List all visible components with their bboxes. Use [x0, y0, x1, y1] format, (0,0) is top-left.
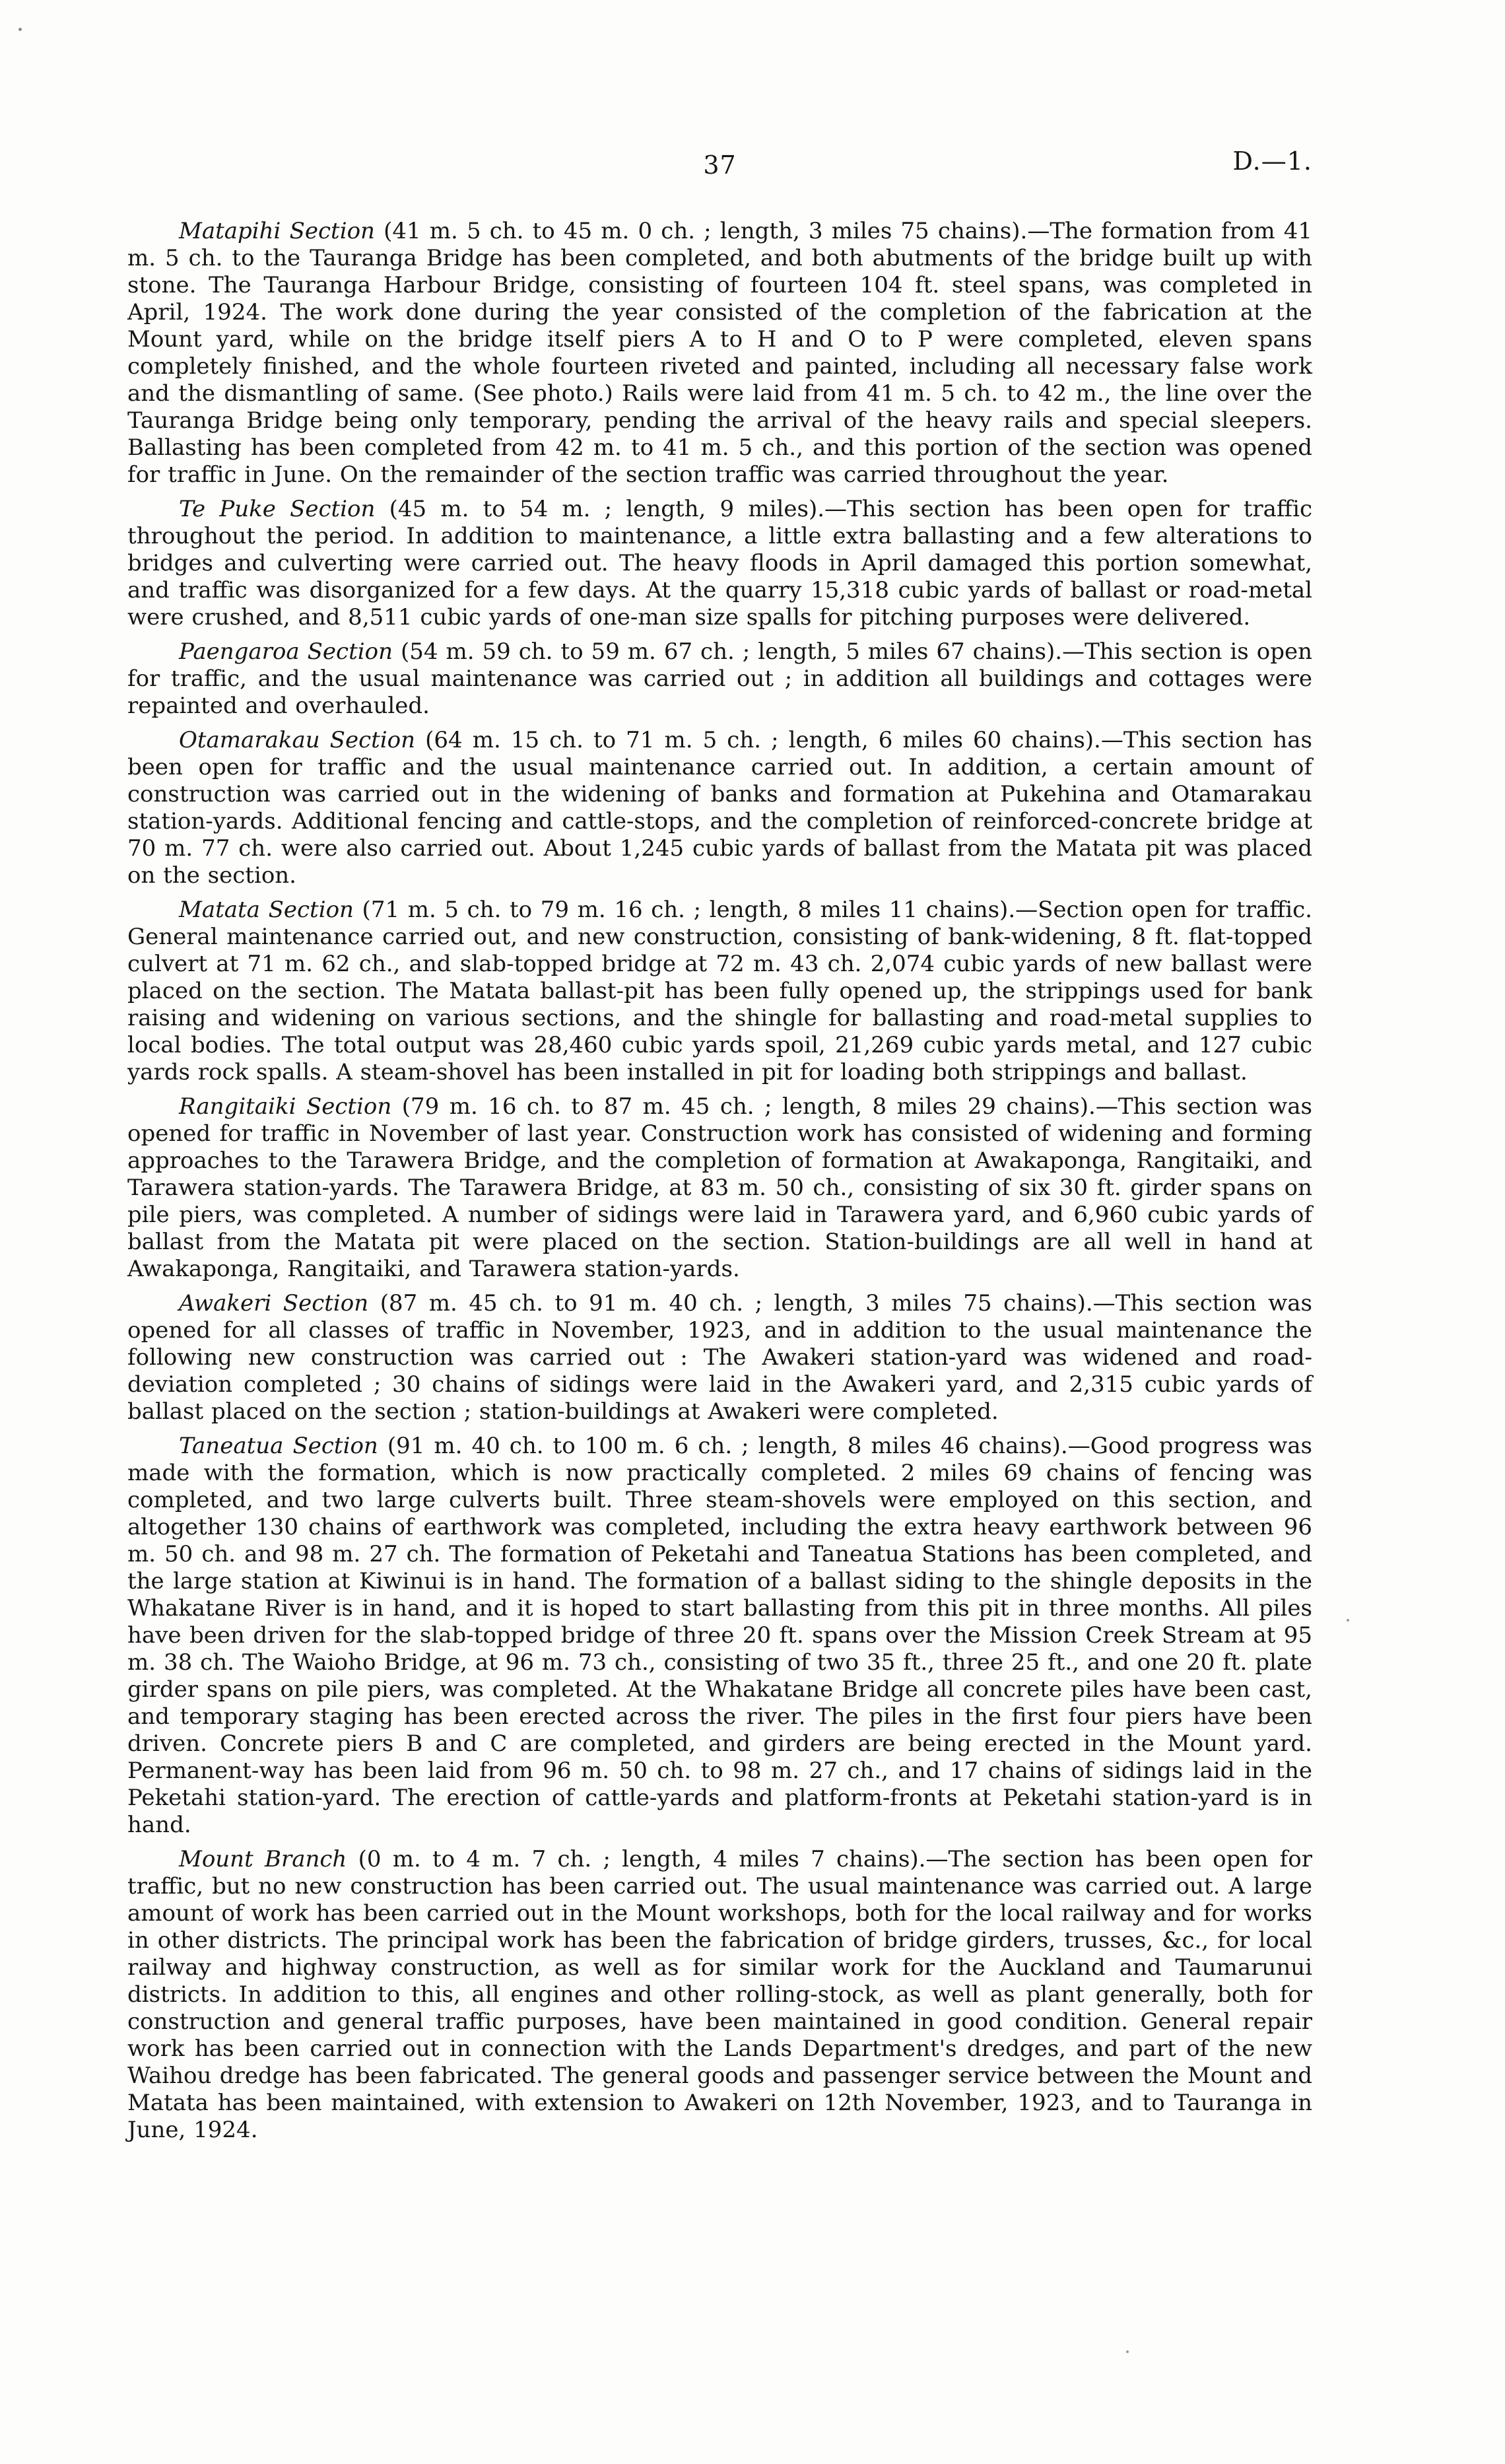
section-text-mount-branch: (0 m. to 4 m. 7 ch. ; length, 4 miles 7 chains).—The section has been open for traffic, but no new construction has been carried out. The usual maintenance was carried out. A large amount of work has been carried out in the Mount workshops, both for the local railway and for works in other districts. The principal work has been the fabrication of bridge girders, trusses, &c., for local railway and highway construction, as well as for similar work for the Auckland and Taumarunui districts. In addition to this, all engines and other rolling-stock, as well as plant generally, both for construction and general traffic purposes, have been maintained in good condition. General repair work has been carried out in connection with the Lands Department's dredges, and part of the new Waihou dredge has been fabricated. The general goods and passenger service between the Mount and Matata has been maintained, with extension to Awakeri on 12th November, 1923, and to Tauranga in June, 1924. [127, 1846, 1312, 2143]
paragraph-taneatua-section [127, 1433, 1312, 1839]
paragraph-rangitaiki-section [127, 1093, 1312, 1283]
section-text-matata: (71 m. 5 ch. to 79 m. 16 ch. ; length, 8 miles 11 chains).—Section open for traffic. General maintenance carried out, and new construction, consisting of bank-widening, 8 ft. flat-topped culvert at 71 m. 62 ch., and slab-topped bridge at 72 m. 43 ch. 2,074 cubic yards of new ballast were placed on the section. The Matata ballast-pit has been fully opened up, the strippings used for bank raising and widening on various sections, and the shingle for ballasting and road-metal supplies to local bodies. The total output was 28,460 cubic yards spoil, 21,269 cubic yards metal, and 127 cubic yards rock spalls. A steam-shovel has been installed in pit for loading both strippings and ballast. [127, 897, 1312, 1085]
paragraph-mount-branch [127, 1846, 1312, 2144]
section-text-rangitaiki: (79 m. 16 ch. to 87 m. 45 ch. ; length, 8 miles 29 chains).—This section was opened for traffic in November of last year. Construction work has consisted of widening and forming approaches to the Tarawera Bridge, and the completion of formation at Awakaponga, Rangitaiki, and Tarawera station-yards. The Tarawera Bridge, at 83 m. 50 ch., consisting of six 30 ft. girder spans on pile piers, was completed. A number of sidings were laid in Tarawera yard, and 6,960 cubic yards of ballast from the Matata pit were placed on the section. Station-buildings are all well in hand at Awakaponga, Rangitaiki, and Tarawera station-yards. [127, 1093, 1312, 1282]
section-title-rangitaiki: Rangitaiki Section [179, 1093, 392, 1120]
section-text-te-puke: (45 m. to 54 m. ; length, 9 miles).—This section has been open for traffic throughout the period. In addition to maintenance, a little extra ballasting and a few alterations to bridges and culverting were carried out. The heavy floods in April damaged this portion somewhat, and traffic was disorganized for a few days. At the quarry 15,318 cubic yards of ballast or road-metal were crushed, and 8,511 cubic yards of one-man size spalls for pitching purposes were delivered. [127, 496, 1312, 631]
section-title-matata: Matata Section [179, 897, 354, 923]
section-text-otamarakau: (64 m. 15 ch. to 71 m. 5 ch. ; length, 6 miles 60 chains).—This section has been open for traffic and the usual maintenance carried out. In addition, a certain amount of construction was carried out in the widening of banks and formation at Pukehina and Otamarakau station-yards. Additional fencing and cattle-stops, and the completion of reinforced-concrete bridge at 70 m. 77 ch. were also carried out. About 1,245 cubic yards of ballast from the Matata pit was placed on the section. [127, 727, 1313, 889]
paragraph-otamarakau-section [127, 727, 1312, 889]
paragraph-paengaroa-section [127, 638, 1312, 720]
section-title-matapihi: Matapihi Section [179, 218, 375, 244]
page-number: 37 [703, 151, 737, 180]
paragraph-awakeri-section [127, 1290, 1312, 1425]
section-title-paengaroa: Paengaroa Section [179, 638, 393, 665]
section-text-taneatua: (91 m. 40 ch. to 100 m. 6 ch. ; length, 8 miles 46 chains).—Good progress was made with the formation, which is now practically completed. 2 miles 69 chains of fencing was completed, and two large culverts built. Three steam-shovels were employed on this section, and altogether 130 chains of earthwork was completed, including the extra heavy earthwork between 96 m. 50 ch. and 98 m. 27 ch. The formation of Peketahi and Taneatua Stations has been completed, and the large station at Kiwinui is in hand. The formation of a ballast siding to the shingle deposits in the Whakatane River is in hand, and it is hoped to start ballasting from this pit in three months. All piles have been driven for the slab-topped bridge of three 20 ft. spans over the Mission Creek Stream at 95 m. 38 ch. The Waioho Bridge, at 96 m. 73 ch., consisting of two 35 ft., three 25 ft., and one 20 ft. plate girder spans on pile piers, was completed. At the Whakatane Bridge all concrete piles have been cast, and temporary staging has been erected across the river. The piles in the first four piers have been driven. Concrete piers B and C are completed, and girders are being erected in the Mount yard. Permanent-way has been laid from 96 m. 50 ch. to 98 m. 27 ch., and 17 chains of sidings laid in the Peketahi station-yard. The erection of cattle-yards and platform-fronts at Peketahi station-yard is in hand. [127, 1433, 1312, 1838]
paragraph-matapihi-section [127, 218, 1312, 489]
section-title-te-puke: Te Puke Section [179, 496, 376, 522]
section-title-mount-branch: Mount Branch [179, 1846, 347, 1872]
section-text-matapihi: (41 m. 5 ch. to 45 m. 0 ch. ; length, 3 miles 75 chains).—The formation from 41 m. 5 ch. to the Tauranga Bridge has been completed, and both abutments of the bridge built up with stone. The Tauranga Harbour Bridge, consisting of fourteen 104 ft. steel spans, was completed in April, 1924. The work done during the year consisted of the completion of the fabrication at the Mount yard, while on the bridge itself piers A to H and O to P were completed, eleven spans completely finished, and the whole fourteen riveted and painted, including all necessary false work and the dismantling of same. (See photo.) Rails were laid from 41 m. 5 ch. to 42 m., the line over the Tauranga Bridge being only temporary, pending the arrival of the heavy rails and special sleepers. Ballasting has been completed from 42 m. to 41 m. 5 ch., and this portion of the section was opened for traffic in June. On the remainder of the section traffic was carried throughout the year. [127, 218, 1312, 488]
section-title-awakeri: Awakeri Section [179, 1290, 369, 1317]
section-text-awakeri: (87 m. 45 ch. to 91 m. 40 ch. ; length, 3 miles 75 chains).—This section was opened for all classes of traffic in November, 1923, and in addition to the usual maintenance the following new construction was carried out : The Awakeri station-yard was widened and road-deviation completed ; 30 chains of sidings were laid in the Awakeri yard, and 2,315 cubic yards of ballast placed on the section ; station-buildings at Awakeri were completed. [127, 1290, 1312, 1425]
page-header [127, 147, 1312, 182]
section-text-paengaroa: (54 m. 59 ch. to 59 m. 67 ch. ; length, 5 miles 67 chains).—This section is open for traffic, and the usual maintenance was carried out ; in addition all buildings and cottages were repainted and overhauled. [127, 638, 1312, 719]
section-title-taneatua: Taneatua Section [179, 1433, 378, 1459]
document-reference: D.—1. [1232, 147, 1312, 176]
paragraph-te-puke-section [127, 496, 1312, 631]
section-title-otamarakau: Otamarakau Section [179, 727, 416, 753]
page-body [127, 218, 1312, 2144]
paragraph-matata-section [127, 897, 1312, 1086]
